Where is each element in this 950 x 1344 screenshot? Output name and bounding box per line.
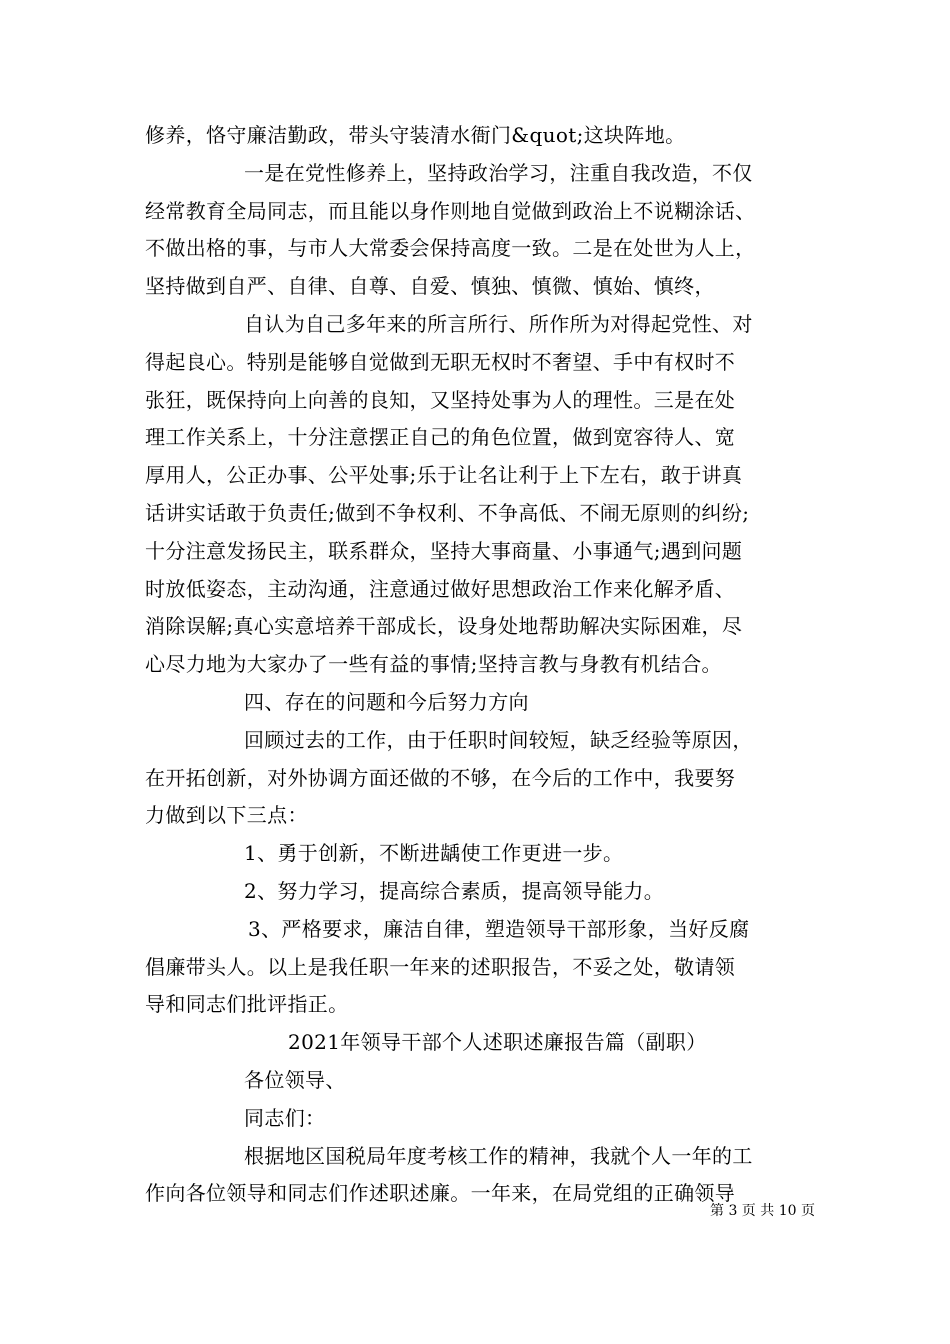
text-line: 导和同志们批评指正。 — [145, 992, 349, 1017]
text-line: 修养，恪守廉洁勤政，带头守装清水衙门&quot;这块阵地。 — [145, 123, 686, 147]
page-number: 第 3 页 共 10 页 — [710, 1203, 815, 1219]
text-line: 厚用人，公正办事、公平处事;乐于让名让利于上下左右，敢于讲真 — [145, 463, 743, 488]
text-line: 张狂，既保持向上向善的良知，又坚持处事为人的理性。三是在处 — [145, 387, 736, 412]
text-line: 话讲实话敢于负责任;做到不争权利、不争高低、不闹无原则的纠纷; — [145, 500, 750, 525]
text-line: 倡廉带头人。以上是我任职一年来的述职报告，不妥之处，敬请领 — [145, 954, 736, 979]
text-line: 根据地区国税局年度考核工作的精神，我就个人一年的工 — [244, 1143, 753, 1168]
text-line: 理工作关系上，十分注意摆正自己的角色位置，做到宽容待人、宽 — [145, 425, 736, 450]
text-line: 十分注意发扬民主，联系群众，坚持大事商量、小事通气;遇到问题 — [145, 538, 743, 563]
list-item: 1、勇于创新，不断进龋使工作更进一步。 — [244, 841, 624, 866]
text-line: 经常教育全局同志，而且能以身作则地自觉做到政治上不说糊涂话、 — [145, 198, 756, 223]
text-line: 作向各位领导和同志们作述职述廉。一年来，在局党组的正确领导 — [145, 1181, 736, 1206]
text-line: 消除误解;真心实意培养干部成长，设身处地帮助解决实际困难，尽 — [145, 614, 743, 639]
list-item: 2、努力学习，提高综合素质，提高领导能力。 — [244, 878, 665, 903]
text-line: 不做出格的事，与市人大常委会保持高度一致。二是在处世为人上， — [145, 236, 756, 261]
text-line: 自认为自己多年来的所言所行、所作所为对得起党性、对 — [244, 311, 753, 336]
text-line: 坚持做到自严、自律、自尊、自爱、慎独、慎微、慎始、慎终， — [145, 274, 715, 299]
report-title: 2021年领导干部个人述职述廉报告篇（副职） — [288, 1030, 707, 1055]
text-line: 一是在党性修养上，坚持政治学习，注重自我改造，不仅 — [244, 160, 753, 185]
text-line: 在开拓创新，对外协调方面还做的不够，在今后的工作中，我要努 — [145, 765, 736, 790]
text-line: 得起良心。特别是能够自觉做到无职无权时不奢望、手中有权时不 — [145, 349, 736, 374]
section-heading: 四、存在的问题和今后努力方向 — [244, 689, 529, 714]
text-line: 力做到以下三点： — [145, 803, 308, 828]
document-body — [145, 117, 815, 1213]
text-line: 心尽力地为大家办了一些有益的事情;坚持言教与身教有机结合。 — [145, 652, 722, 677]
list-item: 3、严格要求，廉洁自律，塑造领导干部形象，当好反腐 — [248, 916, 750, 941]
text-line: 回顾过去的工作，由于任职时间较短，缺乏经验等原因， — [244, 727, 753, 752]
salutation: 同志们： — [244, 1105, 326, 1130]
text-line: 时放低姿态，主动沟通，注意通过做好思想政治工作来化解矛盾、 — [145, 576, 736, 601]
salutation: 各位领导、 — [244, 1067, 346, 1092]
